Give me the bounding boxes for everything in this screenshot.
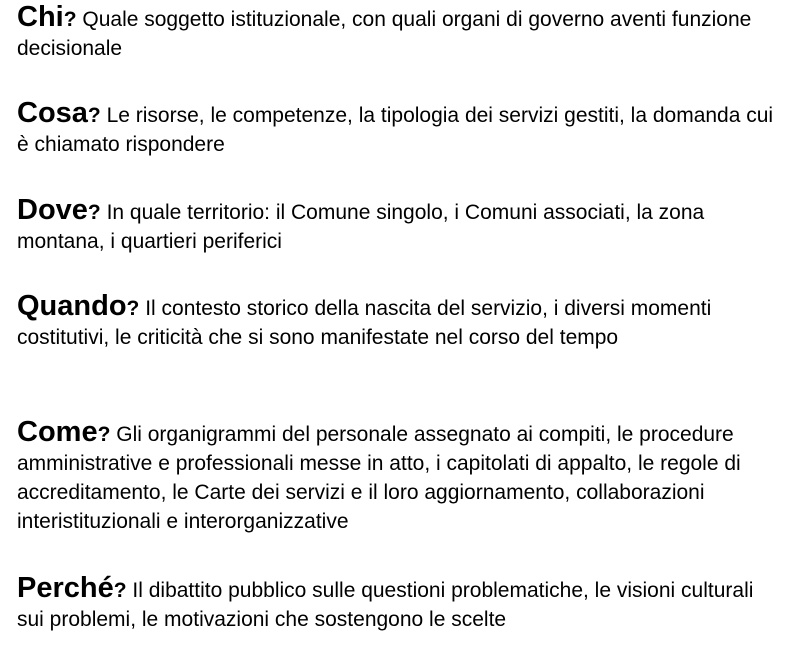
question-mark: ? (63, 8, 77, 31)
question-mark: ? (126, 297, 140, 320)
keyword-cosa: Cosa (17, 97, 88, 129)
question-mark: ? (113, 579, 127, 602)
keyword-dove: Dove (17, 194, 88, 226)
keyword-perche: Perché (17, 572, 114, 604)
question-mark: ? (97, 423, 111, 446)
question-mark: ? (87, 201, 101, 224)
keyword-chi: Chi (17, 1, 64, 33)
question-item-chi (17, 3, 779, 63)
keyword-come: Come (17, 416, 98, 448)
keyword-quando: Quando (17, 290, 127, 322)
question-item-dove (17, 196, 779, 256)
question-item-come (17, 418, 779, 536)
answer-text-come: Gli organigrammi del personale assegnato ai compiti, le procedure amministrative e professionali messe in atto, i capitolati di appalto, le regole di accreditamento, le Carte dei servizi e il loro aggiornamento, collaborazioni interistituzionali e interorganizzative (17, 423, 741, 533)
answer-text-quando: Il contesto storico della nascita del servizio, i diversi momenti costitutivi, le criticità che si sono manifestate nel corso del tempo (17, 297, 712, 349)
answer-text-dove: In quale territorio: il Comune singolo, i Comuni associati, la zona montana, i quartieri periferici (17, 201, 705, 253)
question-item-perche (17, 574, 779, 634)
answer-text-perche: Il dibattito pubblico sulle questioni problematiche, le visioni culturali sui problemi, le motivazioni che sostengono le scelte (17, 579, 754, 631)
question-item-quando (17, 292, 779, 352)
question-mark: ? (87, 104, 101, 127)
answer-text-chi: Quale soggetto istituzionale, con quali organi di governo aventi funzione decisionale (17, 8, 752, 60)
answer-text-cosa: Le risorse, le competenze, la tipologia dei servizi gestiti, la domanda cui è chiamato rispondere (17, 104, 774, 156)
question-item-cosa (17, 99, 779, 159)
